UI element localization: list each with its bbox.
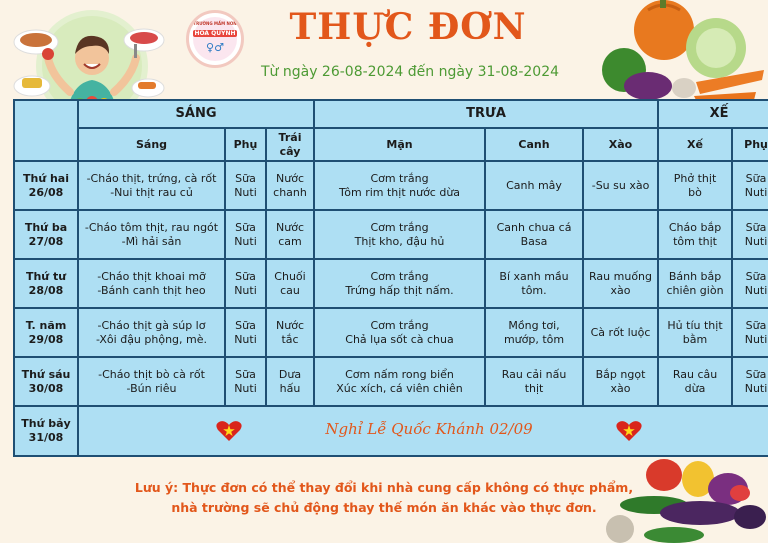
- table-row: [14, 210, 768, 259]
- date-range: Từ ngày 26-08-2024 đến ngày 31-08-2024: [260, 64, 560, 80]
- table-row: [14, 259, 768, 308]
- cell-traicay: Nước chanh: [266, 161, 314, 210]
- cell-xe: Bánh bắp chiên giòn: [658, 259, 732, 308]
- cell-xao: Bắp ngọt xào: [583, 357, 658, 406]
- table-row: [14, 357, 768, 406]
- logo-line2: HOA QUỲNH: [194, 30, 236, 37]
- holiday-row: [14, 406, 768, 456]
- cell-phu2: Sữa Nuti: [732, 210, 768, 259]
- col-canh: Canh: [485, 128, 583, 161]
- cell-sang: -Cháo thịt bò cà rốt -Bún riêu: [78, 357, 225, 406]
- group-sang: SÁNG: [78, 100, 314, 128]
- col-traicay: Trái cây: [266, 128, 314, 161]
- cell-phu2: Sữa Nuti: [732, 259, 768, 308]
- holiday-day: Thứ bảy 31/08: [14, 406, 78, 456]
- column-header-row: [14, 128, 768, 161]
- note-line-1: Lưu ý: Thực đơn có thể thay đổi khi nhà cung cấp không có thực phẩm,: [134, 480, 634, 495]
- group-header-row: [14, 100, 768, 128]
- col-man: Mặn: [314, 128, 485, 161]
- cell-phu1: Sữa Nuti: [225, 210, 266, 259]
- school-logo: [186, 10, 244, 68]
- vegetables-illustration: [596, 0, 768, 104]
- cell-phu1: Sữa Nuti: [225, 259, 266, 308]
- day-cell: Thứ ba 27/08: [14, 210, 78, 259]
- cell-man: Cơm trắng Trứng hấp thịt nấm.: [314, 259, 485, 308]
- cell-xao: Rau muống xào: [583, 259, 658, 308]
- cell-xao: [583, 210, 658, 259]
- cell-phu1: Sữa Nuti: [225, 161, 266, 210]
- cell-man: Cơm trắng Thịt kho, đậu hủ: [314, 210, 485, 259]
- cell-man: Cơm trắng Chả lụa sốt cà chua: [314, 308, 485, 357]
- cell-xe: Hủ tíu thịt bằm: [658, 308, 732, 357]
- day-cell: Thứ sáu 30/08: [14, 357, 78, 406]
- cell-canh: Rau cải nấu thịt: [485, 357, 583, 406]
- cell-phu1: Sữa Nuti: [225, 308, 266, 357]
- day-cell: Thứ hai 26/08: [14, 161, 78, 210]
- holiday-cell: [78, 406, 768, 456]
- vietnam-flag-heart-icon: [616, 420, 642, 442]
- group-trua: TRƯA: [314, 100, 658, 128]
- vietnam-flag-heart-icon: [216, 420, 242, 442]
- day-cell: T. năm 29/08: [14, 308, 78, 357]
- note-line-2: nhà trường sẽ chủ động thay thế món ăn khác vào thực đơn.: [171, 500, 597, 515]
- table-row: [14, 161, 768, 210]
- logo-figure-icon: ♀♂: [206, 41, 224, 54]
- cell-sang: -Cháo thịt khoai mỡ -Bánh canh thịt heo: [78, 259, 225, 308]
- group-xe: XẾ: [658, 100, 768, 128]
- cell-traicay: Nước tắc: [266, 308, 314, 357]
- col-xe: Xế: [658, 128, 732, 161]
- col-phu2: Phụ: [732, 128, 768, 161]
- cell-xao: Cà rốt luộc: [583, 308, 658, 357]
- cell-phu2: Sữa Nuti: [732, 161, 768, 210]
- cell-phu2: Sữa Nuti: [732, 308, 768, 357]
- holiday-text: Nghỉ Lễ Quốc Khánh 02/09: [325, 420, 533, 438]
- menu-table: [13, 99, 768, 457]
- cell-phu1: Sữa Nuti: [225, 357, 266, 406]
- col-sang: Sáng: [78, 128, 225, 161]
- cell-xe: Cháo bắp tôm thịt: [658, 210, 732, 259]
- cell-man: Cơm trắng Tôm rim thịt nước dừa: [314, 161, 485, 210]
- cell-sang: -Cháo tôm thịt, rau ngót -Mì hải sản: [78, 210, 225, 259]
- table-row: [14, 308, 768, 357]
- corner-cell: [14, 100, 78, 161]
- cell-sang: -Cháo thịt gà súp lơ -Xôi đậu phộng, mè.: [78, 308, 225, 357]
- cell-xe: Phở thịt bò: [658, 161, 732, 210]
- logo-line1: TRƯỜNG MẦM NON: [193, 21, 237, 26]
- cell-canh: Mồng tơi, mướp, tôm: [485, 308, 583, 357]
- note: [0, 478, 768, 518]
- cell-canh: Canh chua cá Basa: [485, 210, 583, 259]
- col-xao: Xào: [583, 128, 658, 161]
- cell-canh: Canh mây: [485, 161, 583, 210]
- cell-phu2: Sữa Nuti: [732, 357, 768, 406]
- day-cell: Thứ tư 28/08: [14, 259, 78, 308]
- cell-xe: Rau câu dừa: [658, 357, 732, 406]
- cell-traicay: Chuối cau: [266, 259, 314, 308]
- cell-traicay: Nước cam: [266, 210, 314, 259]
- cell-xao: -Su su xào: [583, 161, 658, 210]
- page-title: THỰC ĐƠN: [289, 6, 527, 48]
- cell-man: Cơm nấm rong biển Xúc xích, cá viên chiên: [314, 357, 485, 406]
- cell-traicay: Dưa hấu: [266, 357, 314, 406]
- col-phu1: Phụ: [225, 128, 266, 161]
- cell-sang: -Cháo thịt, trứng, cà rốt -Nui thịt rau củ: [78, 161, 225, 210]
- cell-canh: Bí xanh mầu tôm.: [485, 259, 583, 308]
